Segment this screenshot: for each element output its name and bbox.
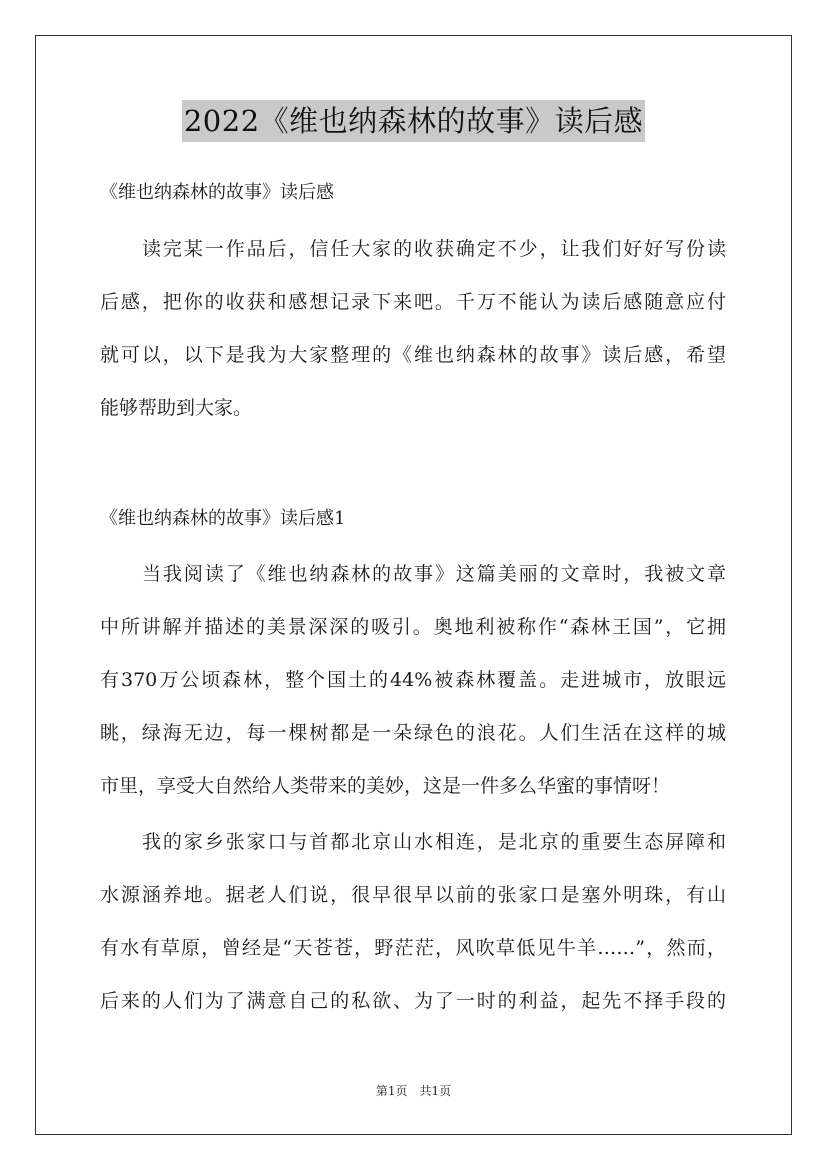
section-heading: 《维也纳森林的故事》读后感 (100, 182, 334, 203)
text-line: 水源涵养地。据老人们说，很早很早以前的张家口是塞外明珠，有山 (100, 884, 726, 906)
text-line: 就可以，以下是我为大家整理的《维也纳森林的故事》读后感，希望 (100, 344, 726, 366)
page-footer (0, 1082, 827, 1100)
text-line: 有370万公顷森林，整个国土的44%被森林覆盖。走进城市，放眼远 (100, 669, 726, 691)
text-line: 有水有草原，曾经是“天苍苍，野茫茫，风吹草低见牛羊……”，然而， (100, 937, 726, 959)
text-line: 中所讲解并描述的美景深深的吸引。奥地利被称作“森林王国”，它拥 (100, 616, 726, 638)
text-line: 眺，绿海无边，每一棵树都是一朵绿色的浪花。人们生活在这样的城 (100, 722, 726, 744)
title-container (0, 100, 827, 142)
text-line: 后来的人们为了满意自己的私欲、为了一时的利益，起先不择手段的 (100, 990, 726, 1012)
page-number: 第1页 (375, 1084, 408, 1098)
text-line: 后感，把你的收获和感想记录下来吧。千万不能认为读后感随意应付 (100, 291, 726, 313)
text-line: 市里，享受大自然给人类带来的美妙，这是一件多么华蜜的事情呀！ (100, 775, 671, 797)
text-line: 能够帮助到大家。 (100, 397, 253, 419)
section-heading: 《维也纳森林的故事》读后感1 (100, 508, 346, 529)
document-title: 2022《维也纳森林的故事》读后感 (182, 100, 645, 142)
text-line: 读完某一作品后，信任大家的收获确定不少，让我们好好写份读 (142, 238, 726, 260)
page-total: 共1页 (419, 1084, 452, 1098)
text-line: 我的家乡张家口与首都北京山水相连，是北京的重要生态屏障和 (142, 831, 726, 853)
text-line: 当我阅读了《维也纳森林的故事》这篇美丽的文章时，我被文章 (142, 563, 726, 585)
